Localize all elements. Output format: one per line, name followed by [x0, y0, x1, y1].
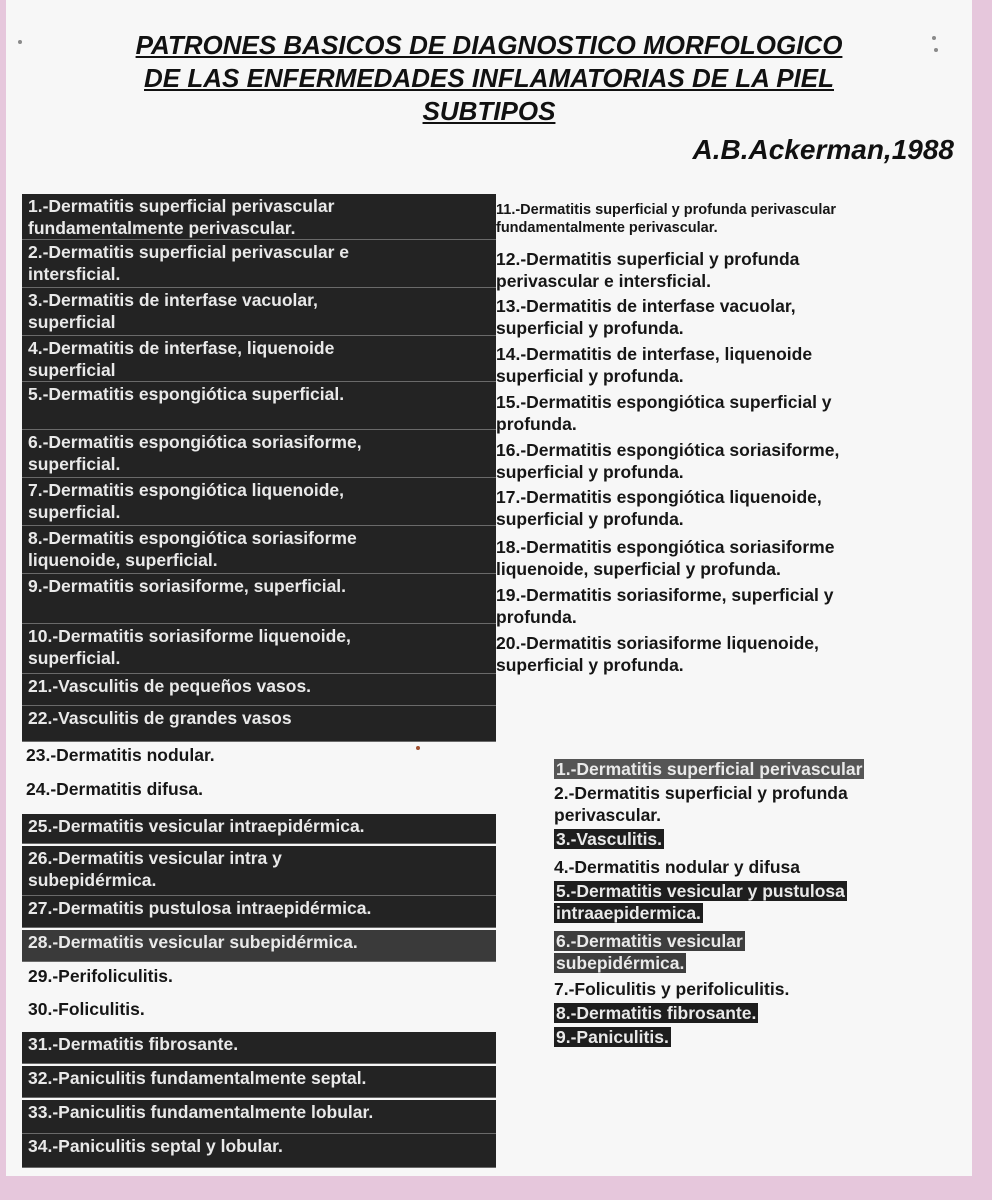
right-item-13: 13.-Dermatitis de interfase vacuolar, superficial y profunda.	[496, 296, 796, 338]
author-citation: A.B.Ackerman,1988	[692, 134, 954, 165]
punch-hole-mark	[18, 40, 22, 44]
summary-item-7: 7.-Foliculitis y perifoliculitis.	[554, 979, 790, 999]
right-item-14: 14.-Dermatitis de interfase, liquenoide superficial y profunda.	[496, 344, 813, 386]
right-item-12: 12.-Dermatitis superficial y profunda perivascular e intersficial.	[496, 249, 800, 291]
left-item-10: 10.-Dermatitis soriasiforme liquenoide, superficial.	[22, 624, 496, 674]
left-item-24: 24.-Dermatitis difusa.	[26, 779, 203, 799]
left-item-8: 8.-Dermatitis espongiótica soriasiforme liquenoide, superficial.	[22, 526, 496, 574]
left-item-4: 4.-Dermatitis de interfase, liquenoide superficial	[22, 336, 496, 382]
left-item-33: 33.-Paniculitis fundamentalmente lobular.	[22, 1100, 496, 1134]
left-item-27: 27.-Dermatitis pustulosa intraepidérmica.	[22, 896, 496, 928]
summary-item-6: 6.-Dermatitis vesicular subepidérmica.	[556, 931, 743, 973]
left-item-7: 7.-Dermatitis espongiótica liquenoide, superficial.	[22, 478, 496, 526]
left-item-26: 26.-Dermatitis vesicular intra y subepidérmica.	[22, 846, 496, 896]
left-item-5: 5.-Dermatitis espongiótica superficial.	[22, 382, 496, 430]
left-item-21: 21.-Vasculitis de pequeños vasos.	[22, 674, 496, 706]
left-item-31: 31.-Dermatitis fibrosante.	[22, 1032, 496, 1064]
left-item-22: 22.-Vasculitis de grandes vasos	[22, 706, 496, 742]
left-item-6: 6.-Dermatitis espongiótica soriasiforme, superficial.	[22, 430, 496, 478]
right-item-15: 15.-Dermatitis espongiótica superficial y profunda.	[496, 392, 832, 434]
right-item-11: 11.-Dermatitis superficial y profunda perivascular fundamentalmente perivascular.	[496, 202, 837, 236]
speck-mark	[416, 746, 420, 750]
summary-item-5: 5.-Dermatitis vesicular y pustulosa intraaepidermica.	[556, 881, 845, 923]
summary-item-1: 1.-Dermatitis superficial perivascular	[556, 759, 863, 779]
left-item-25: 25.-Dermatitis vesicular intraepidérmica.	[22, 814, 496, 844]
punch-hole-mark	[932, 36, 936, 40]
left-item-28: 28.-Dermatitis vesicular subepidérmica.	[22, 930, 496, 962]
right-item-19: 19.-Dermatitis soriasiforme, superficial y profunda.	[496, 585, 834, 627]
title-line-2: DE LAS ENFERMEDADES INFLAMATORIAS DE LA PIEL	[144, 63, 834, 93]
right-item-20: 20.-Dermatitis soriasiforme liquenoide, superficial y profunda.	[496, 633, 819, 675]
left-item-2: 2.-Dermatitis superficial perivascular e intersficial.	[22, 240, 496, 288]
left-item-1: 1.-Dermatitis superficial perivascular fundamentalmente perivascular.	[22, 194, 496, 240]
title-line-1: PATRONES BASICOS DE DIAGNOSTICO MORFOLOGICO	[135, 30, 843, 60]
right-item-18: 18.-Dermatitis espongiótica soriasiforme liquenoide, superficial y profunda.	[496, 537, 835, 579]
punch-hole-mark	[934, 48, 938, 52]
summary-item-2: 2.-Dermatitis superficial y profunda perivascular.	[554, 783, 848, 825]
left-item-29: 29.-Perifoliculitis.	[28, 966, 173, 986]
document-page	[6, 0, 972, 1176]
summary-item-4: 4.-Dermatitis nodular y difusa	[554, 857, 801, 877]
left-item-34: 34.-Paniculitis septal y lobular.	[22, 1134, 496, 1168]
left-item-23: 23.-Dermatitis nodular.	[26, 745, 215, 765]
right-item-16: 16.-Dermatitis espongiótica soriasiforme, superficial y profunda.	[496, 440, 840, 482]
left-item-30: 30.-Foliculitis.	[28, 999, 145, 1019]
left-item-32: 32.-Paniculitis fundamentalmente septal.	[22, 1066, 496, 1098]
summary-item-3: 3.-Vasculitis.	[556, 829, 663, 849]
right-item-17: 17.-Dermatitis espongiótica liquenoide, superficial y profunda.	[496, 487, 822, 529]
title-line-3: SUBTIPOS	[422, 96, 556, 126]
summary-item-9: 9.-Paniculitis.	[556, 1027, 669, 1047]
left-item-3: 3.-Dermatitis de interfase vacuolar, superficial	[22, 288, 496, 336]
left-item-9: 9.-Dermatitis soriasiforme, superficial.	[22, 574, 496, 624]
summary-item-8: 8.-Dermatitis fibrosante.	[556, 1003, 757, 1023]
